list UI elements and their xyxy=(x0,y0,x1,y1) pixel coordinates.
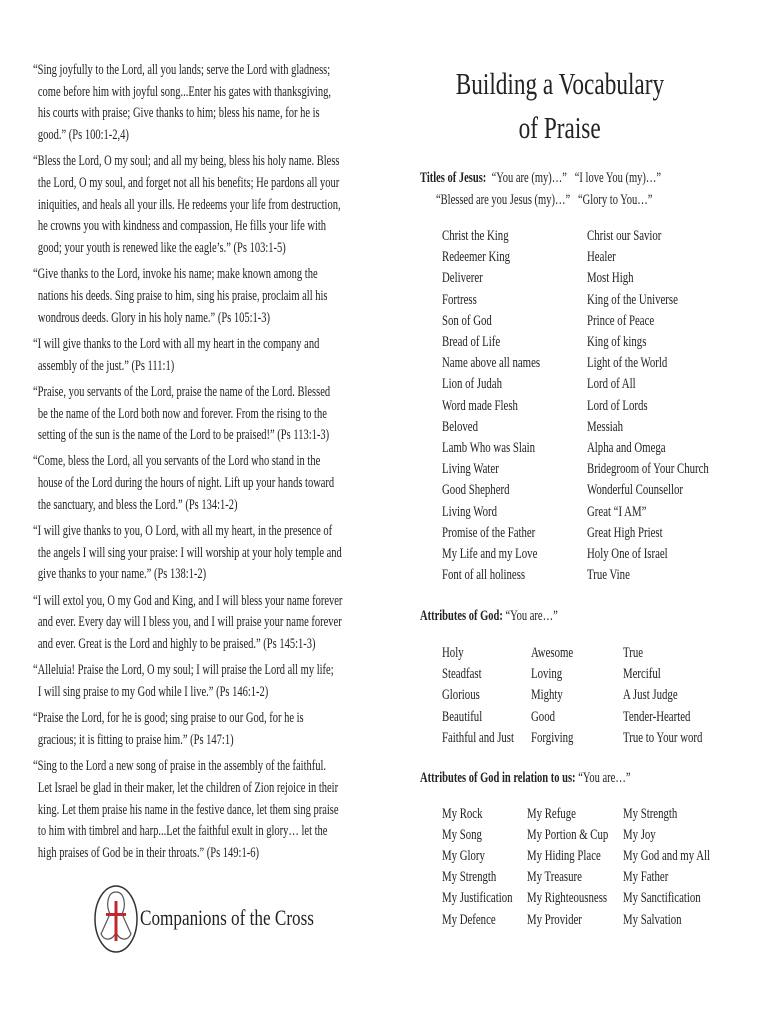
list-item: Wonderful Counsellor xyxy=(587,482,684,499)
list-item: King of kings xyxy=(587,334,647,350)
list-item: Awesome xyxy=(531,645,574,661)
list-item: Bridegroom of Your Church xyxy=(587,461,709,478)
list-item: My Life and my Love xyxy=(442,546,538,562)
quote-line: the angels I will sing your praise: I will worship at your holy temple and xyxy=(37,544,342,561)
psalm-quote xyxy=(33,451,342,516)
quote-line: the sanctuary, and bless the Lord.” (Ps 134:1-2) xyxy=(37,496,238,513)
list-item: Merciful xyxy=(623,666,661,683)
list-item: Christ the King xyxy=(442,228,509,244)
quote-line: gracious; it is fitting to praise him.” (Ps 147:1) xyxy=(37,731,234,748)
quote-line: and ever. Every day will I bless you, and I will praise your name forever xyxy=(37,614,342,631)
quote-line: nations his deeds. Sing praise to him, sing his praise, proclaim all his xyxy=(37,288,328,305)
list-item: Font of all holiness xyxy=(442,567,526,584)
psalm-quotes xyxy=(33,60,342,869)
list-item: My Defence xyxy=(442,911,496,928)
quote-line: and ever. Great is the Lord and highly to be praised.” (Ps 145:1-3) xyxy=(37,636,316,653)
list-item: Holy One of Israel xyxy=(587,546,668,562)
list-item: Good xyxy=(531,708,556,725)
relation-header xyxy=(420,770,630,787)
quote-line: “Praise, you servants of the Lord, praise the name of the Lord. Blessed xyxy=(33,383,331,400)
quote-line: be the name of the Lord both now and forever. From the rising to the xyxy=(37,405,327,422)
list-item: My God and my All xyxy=(623,848,711,865)
list-item: Light of the World xyxy=(587,355,668,372)
psalm-quote xyxy=(33,60,342,147)
psalm-quote xyxy=(33,151,342,260)
list-item: Holy xyxy=(442,645,464,661)
list-item: Messiah xyxy=(587,418,623,435)
logo-text: Companions of the Cross xyxy=(140,905,314,930)
list-item: Most High xyxy=(587,270,634,287)
list-item: Redeemer King xyxy=(442,249,511,266)
list-item: Living Word xyxy=(442,503,498,520)
list-item: Living Water xyxy=(442,461,499,478)
quote-line: “Bless the Lord, O my soul; and all my being, bless his holy name. Bless xyxy=(33,153,340,170)
list-item: Son of God xyxy=(442,312,492,329)
list-item: Mighty xyxy=(531,687,563,704)
psalm-quote xyxy=(33,264,342,329)
list-item: Deliverer xyxy=(442,270,483,287)
psalm-quote xyxy=(33,382,342,447)
list-item: Faithful and Just xyxy=(442,729,514,746)
list-item: My Father xyxy=(623,869,669,886)
quote-line: come before him with joyful song...Enter his gates with thanksgiving, xyxy=(37,83,331,100)
list-item: Great “I AM” xyxy=(587,503,647,520)
list-item: Promise of the Father xyxy=(442,524,536,541)
title-line-1: Building a Vocabulary xyxy=(455,66,665,101)
list-item: My Hiding Place xyxy=(527,848,601,865)
list-item: Lord of Lords xyxy=(587,397,648,414)
attributes-header xyxy=(420,608,558,625)
list-item: Loving xyxy=(531,666,563,683)
list-item: A Just Judge xyxy=(623,687,678,704)
quote-line: “Sing joyfully to the Lord, all you lands; serve the Lord with gladness; xyxy=(33,62,331,78)
list-item: Tender-Hearted xyxy=(623,708,691,725)
list-item: My Strength xyxy=(442,869,497,886)
quote-line: his courts with praise; Give thanks to him; bless his name, for he is xyxy=(37,105,320,122)
list-item: Healer xyxy=(587,249,616,266)
quote-line: “I will give thanks to you, O Lord, with all my heart, in the presence of xyxy=(33,523,333,540)
list-item: King of the Universe xyxy=(587,291,678,308)
quote-line: give thanks to your name.” (Ps 138:1-2) xyxy=(37,566,207,583)
list-item: My Portion & Cup xyxy=(527,827,609,844)
list-item: True xyxy=(623,645,644,661)
list-item: Lamb Who was Slain xyxy=(442,440,536,456)
list-item: My Rock xyxy=(442,806,483,822)
page-title xyxy=(400,62,720,150)
quote-line: “Come, bless the Lord, all you servants of the Lord who stand in the xyxy=(33,453,321,470)
list-item: My Righteousness xyxy=(527,890,608,907)
list-item: Word made Flesh xyxy=(442,397,518,414)
psalm-quote xyxy=(33,334,342,377)
quote-line: “Sing to the Lord a new song of praise in the assembly of the faithful. xyxy=(33,758,327,775)
list-item: My Sanctification xyxy=(623,890,701,907)
section-label: Attributes of God in relation to us: xyxy=(420,770,576,786)
titles-of-jesus-phrases xyxy=(436,192,652,209)
list-item: My Justification xyxy=(442,890,513,907)
psalm-quote xyxy=(33,708,342,751)
quote-line: to him with timbrel and harp...Let the faithful exult in glory… let the xyxy=(37,823,328,840)
phrase: “You are…” xyxy=(505,608,558,624)
psalm-quote xyxy=(33,660,342,703)
quote-line: he crowns you with kindness and compassion, He fills your life with xyxy=(37,218,327,235)
list-item: My Provider xyxy=(527,911,582,928)
quote-line: I will sing praise to my God while I live.” (Ps 146:1-2) xyxy=(37,683,269,700)
list-item: My Treasure xyxy=(527,869,582,886)
quote-line: iniquities, and heals all your ills. He redeems your life from destruction, xyxy=(37,196,341,213)
list-item: Bread of Life xyxy=(442,334,501,350)
list-item: Christ our Savior xyxy=(587,228,662,244)
list-item: Name above all names xyxy=(442,355,541,372)
list-item: Prince of Peace xyxy=(587,312,655,329)
quote-line: assembly of the just.” (Ps 111:1) xyxy=(37,357,175,374)
quote-line: king. Let them praise his name in the festive dance, let them sing praise xyxy=(37,801,339,818)
list-item: Glorious xyxy=(442,687,480,704)
psalm-quote xyxy=(33,756,342,865)
phrases: “You are (my)…” “I love You (my)…” xyxy=(491,170,662,186)
title-line-2: of Praise xyxy=(518,110,602,145)
list-item: Good Shepherd xyxy=(442,482,510,499)
quote-line: the Lord, O my soul, and forget not all his benefits; He pardons all your xyxy=(37,175,340,192)
list-item: True Vine xyxy=(587,567,630,584)
list-item: My Joy xyxy=(623,827,656,844)
quote-line: good.” (Ps 100:1-2,4) xyxy=(37,127,129,144)
quote-line: “I will extol you, O my God and King, and I will bless your name forever xyxy=(33,592,343,609)
section-label: Titles of Jesus: xyxy=(420,170,487,186)
quote-line: good; your youth is renewed like the eagle’s.” (Ps 103:1-5) xyxy=(37,240,286,257)
list-item: True to Your word xyxy=(623,729,703,746)
list-item: Alpha and Omega xyxy=(587,440,666,456)
quote-line: “Give thanks to the Lord, invoke his name; make known among the xyxy=(33,266,318,283)
phrases: “Blessed are you Jesus (my)…” “Glory to You…” xyxy=(436,192,653,208)
list-item: Steadfast xyxy=(442,666,482,683)
psalm-quote xyxy=(33,591,342,656)
cross-logo-icon xyxy=(93,884,139,954)
quote-line: “Alleluia! Praise the Lord, O my soul; I will praise the Lord all my life; xyxy=(33,662,334,679)
list-item: Lion of Judah xyxy=(442,376,502,393)
quote-line: house of the Lord during the hours of night. Lift up your hands toward xyxy=(37,475,335,492)
phrase: “You are…” xyxy=(578,770,631,786)
quote-line: “Praise the Lord, for he is good; sing praise to our God, for he is xyxy=(33,710,304,727)
quote-line: wondrous deeds. Glory in his holy name.” (Ps 105:1-3) xyxy=(37,309,271,326)
quote-line: “I will give thanks to the Lord with all my heart in the company and xyxy=(33,335,320,352)
section-label: Attributes of God: xyxy=(420,608,503,624)
list-item: Forgiving xyxy=(531,729,574,746)
quote-line: Let Israel be glad in their maker, let the children of Zion rejoice in their xyxy=(37,779,339,796)
quote-line: setting of the sun is the name of the Lord to be praised!” (Ps 113:1-3) xyxy=(37,427,330,444)
titles-of-jesus-header xyxy=(420,170,661,187)
list-item: My Song xyxy=(442,827,482,844)
list-item: Fortress xyxy=(442,291,477,308)
list-item: Beautiful xyxy=(442,708,483,725)
psalm-quote xyxy=(33,521,342,586)
list-item: My Salvation xyxy=(623,911,682,928)
list-item: Beloved xyxy=(442,418,478,435)
list-item: My Strength xyxy=(623,806,678,822)
list-item: My Glory xyxy=(442,848,485,865)
list-item: Great High Priest xyxy=(587,524,663,541)
quote-line: high praises of God be in their throats.” (Ps 149:1-6) xyxy=(37,844,259,861)
list-item: My Refuge xyxy=(527,806,576,822)
list-item: Lord of All xyxy=(587,376,636,393)
